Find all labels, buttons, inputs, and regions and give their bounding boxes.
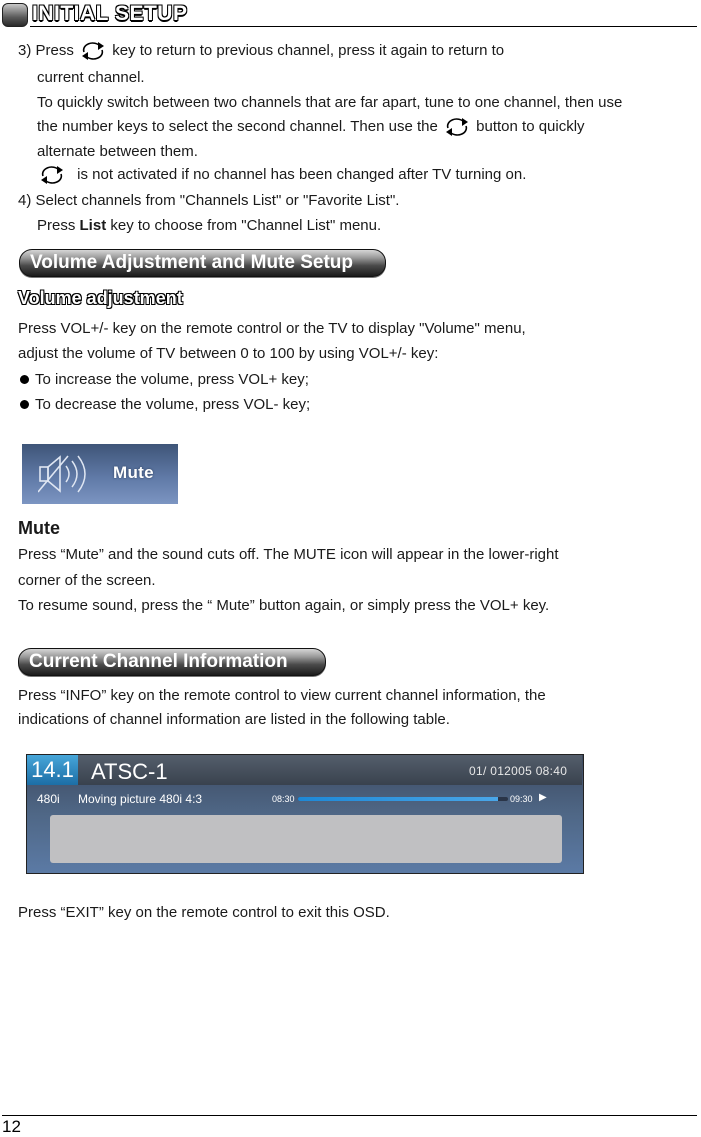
footer-divider (2, 1115, 697, 1116)
bullet-icon (20, 400, 29, 409)
volume-bullet-1-text: To increase the volume, press VOL+ key; (35, 371, 309, 388)
recall-icon (78, 41, 108, 61)
step3-line1-rest: key to return to previous channel, press it again to return to (112, 41, 505, 59)
volume-section-banner (19, 249, 386, 277)
channel-info-paragraph-1: Press “INFO” key on the remote control to view current channel information, the (18, 687, 546, 704)
mute-paragraph-1: Press “Mute” and the sound cuts off. The MUTE icon will appear in the lower-right (18, 546, 559, 563)
header-badge (2, 3, 28, 27)
step3-line1 (18, 41, 504, 61)
step3-line4-a: the number keys to select the second channel. Then use the (37, 117, 438, 135)
step3-line2: current channel. (37, 69, 145, 86)
osd-progress-fill (298, 797, 498, 801)
mute-paragraph-3: To resume sound, press the “ Mute” button again, or simply press the VOL+ key. (18, 597, 550, 614)
volume-paragraph-2: adjust the volume of TV between 0 to 100 by using VOL+/- key: (18, 345, 439, 362)
play-icon: ▶ (539, 792, 547, 803)
channel-info-section-title: Current Channel Information (29, 651, 288, 672)
step3-line4 (37, 117, 585, 137)
bullet-icon (20, 375, 29, 384)
mute-paragraph-2: corner of the screen. (18, 572, 156, 589)
step3-line6 (37, 165, 526, 185)
osd-description-panel (50, 815, 562, 863)
speaker-muted-icon (38, 452, 92, 496)
step4-press: Press (37, 217, 76, 234)
osd-start-time: 08:30 (272, 794, 295, 804)
step3-press-text: 3) Press (18, 41, 74, 59)
header-divider (30, 26, 697, 27)
volume-bullet-1 (20, 371, 309, 389)
volume-adjustment-heading: Volume adjustment (18, 288, 183, 308)
step3-line3: To quickly switch between two channels that are far apart, tune to one channel, then use (37, 94, 623, 111)
mute-osd-label: Mute (113, 463, 154, 482)
volume-paragraph-1: Press VOL+/- key on the remote control or the TV to display "Volume" menu, (18, 320, 526, 337)
step3-line4-b: button to quickly (476, 117, 585, 135)
osd-datetime: 01/ 012005 08:40 (469, 764, 568, 778)
osd-progress-bar (298, 797, 508, 801)
recall-icon (442, 117, 472, 137)
volume-bullet-2 (20, 396, 310, 414)
step3-line5: alternate between them. (37, 143, 198, 160)
volume-bullet-2-text: To decrease the volume, press VOL- key; (35, 396, 311, 413)
recall-icon (37, 165, 67, 185)
osd-program-title: Moving picture 480i 4:3 (78, 792, 203, 806)
channel-info-paragraph-2: indications of channel information are listed in the following table. (18, 711, 450, 728)
osd-end-time: 09:30 (510, 794, 533, 804)
osd-resolution: 480i (37, 792, 60, 806)
exit-instruction: Press “EXIT” key on the remote control to exit this OSD. (18, 904, 390, 921)
list-key-label: List (79, 217, 107, 234)
osd-channel-name: ATSC-1 (91, 759, 168, 784)
step3-line6-text: is not activated if no channel has been changed after TV turning on. (77, 165, 527, 183)
mute-heading: Mute (18, 518, 60, 538)
page-title: INITIAL SETUP (32, 2, 188, 25)
volume-section-title: Volume Adjustment and Mute Setup (30, 252, 354, 273)
step4-line1: 4) Select channels from "Channels List" or "Favorite List". (18, 192, 400, 209)
step4-line2 (37, 217, 381, 235)
osd-channel-number: 14.1 (27, 755, 78, 785)
step4-rest: key to choose from "Channel List" menu. (110, 217, 382, 234)
page-number: 12 (2, 1117, 21, 1136)
channel-info-section-banner (18, 648, 326, 676)
